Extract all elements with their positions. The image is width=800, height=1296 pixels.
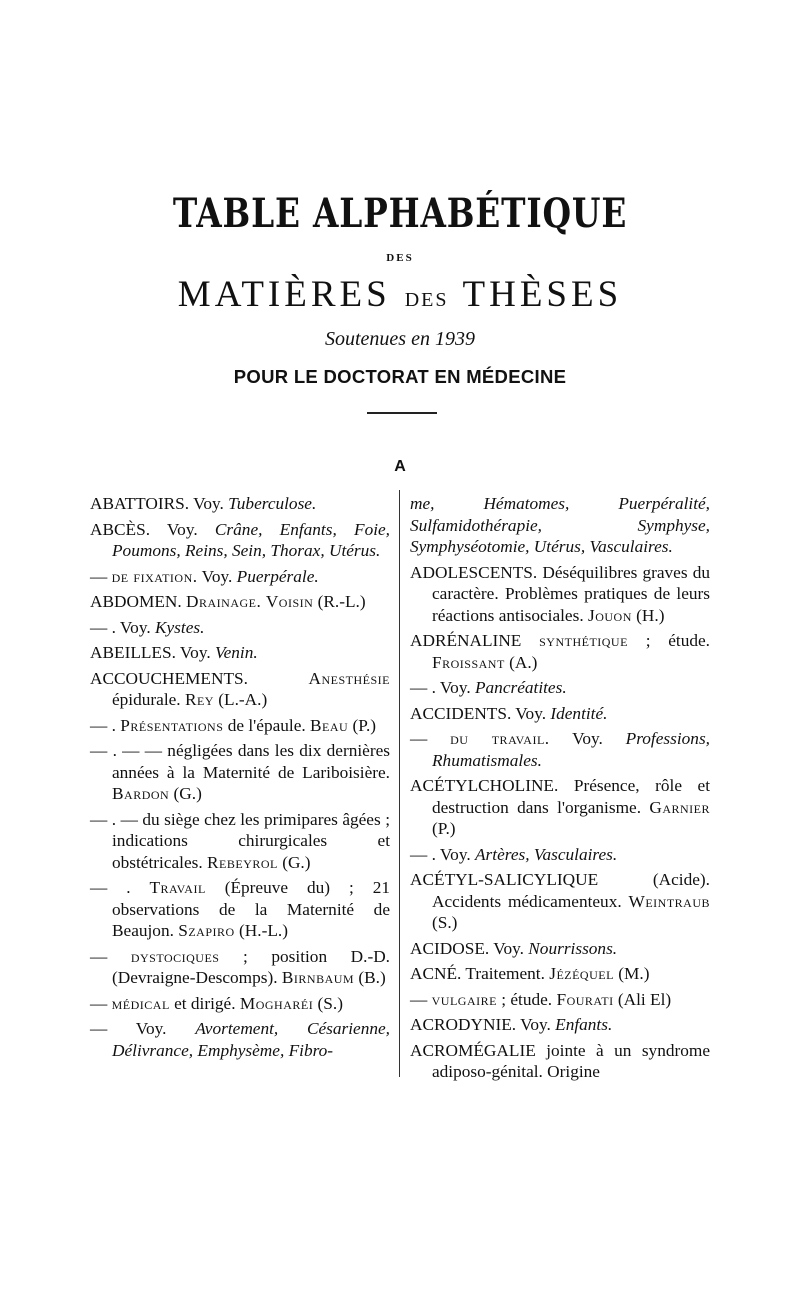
index-entry — [90, 993, 390, 1015]
title-word-matieres: MATIÈRES — [177, 274, 391, 315]
index-entry — [410, 562, 710, 627]
index-entry — [90, 566, 390, 588]
entry-text: ; étude. — [627, 631, 710, 650]
entry-author-or-term: Anesthésie — [308, 668, 390, 688]
entry-heading: — — [90, 946, 131, 966]
entry-author-or-term: du travail. — [450, 729, 550, 748]
entry-heading: — . — du siège chez les primipares âgées ; indications chirurgicales et obstétricales. — [90, 809, 390, 872]
index-entry — [90, 617, 390, 639]
subtitle-doctorat: POUR LE DOCTORAT EN MÉDECINE — [233, 366, 567, 387]
entry-heading: — . Voy. — [410, 844, 475, 864]
entry-text: (H.) — [631, 605, 665, 625]
index-entry — [90, 642, 390, 664]
index-entry — [410, 1014, 710, 1036]
entry-author-or-term: Travail — [149, 878, 206, 897]
entry-author-or-term: Fourati — [556, 989, 614, 1009]
entry-heading: ABCÈS. Voy. — [90, 519, 215, 539]
entry-heading: ABEILLES. Voy. — [90, 643, 215, 662]
index-entry — [90, 946, 390, 989]
entry-author-or-term: Weintraub — [628, 891, 710, 911]
entry-heading: ACIDOSE. Voy. — [410, 938, 529, 958]
index-entry — [410, 1040, 710, 1083]
entry-heading: ACROMÉGALIE jointe à un syndrome adiposo-génital. Origine — [410, 1040, 710, 1081]
index-entry — [90, 809, 390, 874]
entry-text: ; position D.-D. (Devraigne-Descomps). — [112, 946, 390, 987]
entry-text: Voy. — [197, 566, 237, 586]
index-entry — [410, 775, 710, 840]
entry-reference: Venin. — [214, 643, 258, 662]
entry-heading: ADRÉNALINE — [410, 631, 540, 650]
entry-text: (G.) — [277, 852, 311, 872]
entry-text: ; étude. — [496, 989, 557, 1009]
entry-heading: — — [90, 993, 112, 1013]
entry-text: Voy. — [549, 729, 626, 748]
entry-author-or-term: Beau — [310, 715, 349, 735]
entry-author-or-term: Froissant — [432, 652, 505, 672]
entry-heading: — . — [90, 715, 121, 735]
index-entry — [90, 877, 390, 942]
right-column — [410, 493, 710, 1087]
entry-reference: Artères, Vasculaires. — [474, 844, 618, 864]
entry-reference: me, Hématomes, Puerpéralité, Sulfamidothérapie, Symphyse, Symphyséotomie, Utérus, Vasculaires. — [410, 494, 710, 556]
index-entry — [410, 677, 710, 699]
index-entry — [90, 519, 390, 562]
entry-reference: Kystes. — [154, 617, 205, 637]
entry-heading: — — [410, 989, 432, 1009]
entry-heading: ADOLESCENTS. Déséquilibres graves du caractère. Problèmes pratiques de leurs réactions antisociales. — [410, 562, 710, 625]
entry-author-or-term: Jézéquel — [549, 964, 614, 983]
entry-heading: — . Voy. — [410, 678, 475, 697]
entry-author-or-term: Rey — [184, 690, 214, 709]
entry-text: de l'épaule. — [223, 715, 311, 735]
index-entry — [90, 1018, 390, 1061]
index-entry — [410, 844, 710, 866]
entry-text: (M.) — [613, 964, 650, 983]
entry-reference: Avortement, Césarienne, Délivrance, Emphysème, Fibro- — [112, 1019, 391, 1060]
subtitle: Soutenues en 1939 — [325, 328, 475, 350]
entry-text: (A.) — [504, 652, 538, 672]
index-entry — [90, 668, 390, 711]
entry-heading: — — [410, 729, 451, 748]
entry-reference: Pancréatites. — [474, 678, 567, 697]
title-rule — [367, 412, 437, 414]
entry-heading: ACÉTYL-SALICYLIQUE (Acide). Accidents médicamenteux. — [410, 870, 710, 911]
index-entry — [90, 493, 390, 515]
index-entry — [410, 869, 710, 934]
index-entry — [410, 493, 710, 558]
column-divider — [399, 490, 400, 1077]
entry-author-or-term: Garnier — [649, 797, 710, 817]
entry-text: (G.) — [169, 784, 202, 803]
entry-reference: Nourrissons. — [528, 938, 618, 958]
entry-author-or-term: Mogharéi — [239, 993, 314, 1013]
left-column — [90, 493, 390, 1065]
entry-heading: — . — [90, 878, 150, 897]
title-connector-2: DES — [404, 289, 449, 311]
index-entry — [90, 591, 390, 613]
index-entry — [410, 728, 710, 771]
entry-reference: Tuberculose. — [228, 494, 317, 513]
title-word-theses: THÈSES — [462, 274, 623, 315]
entry-author-or-term: Rebeyrol — [207, 852, 278, 872]
index-entry — [90, 715, 390, 737]
entry-author-or-term: médical — [111, 993, 170, 1013]
entry-author-or-term: vulgaire — [431, 989, 497, 1009]
entry-heading: — . Voy. — [90, 617, 155, 637]
page-title-secondary — [0, 273, 800, 316]
index-entry — [90, 740, 390, 805]
entry-author-or-term: Drainage. Voisin — [186, 592, 314, 611]
entry-author-or-term: dystociques — [130, 946, 220, 966]
index-entry — [410, 703, 710, 725]
entry-text: (R.-L.) — [313, 592, 366, 611]
entry-author-or-term: Présentations — [120, 715, 224, 735]
title-connector: DES — [386, 252, 414, 264]
entry-text: (P.) — [432, 819, 456, 838]
entry-heading: ACCOUCHEMENTS. — [90, 668, 309, 688]
entry-text: (Ali El) — [613, 989, 672, 1009]
entry-text: (S.) — [313, 993, 343, 1013]
entry-text: épidurale. — [112, 690, 185, 709]
entry-heading: ACCIDENTS. Voy. — [410, 703, 551, 723]
index-entry — [410, 630, 710, 673]
entry-heading: — — [90, 566, 112, 586]
entry-text: (H.-L.) — [234, 921, 288, 940]
entry-reference: Crâne, Enfants, Foie, Poumons, Reins, Sein, Thorax, Utérus. — [112, 519, 390, 560]
entry-author-or-term: synthétique — [539, 631, 628, 650]
entry-heading: — Voy. — [90, 1019, 196, 1038]
entry-heading: ABDOMEN. — [90, 592, 187, 611]
entry-heading: ACÉTYLCHOLINE. Présence, rôle et destruction dans l'organisme. — [410, 776, 710, 817]
entry-heading: ACNÉ. Traitement. — [410, 964, 550, 983]
entry-reference: Identité. — [550, 703, 608, 723]
entry-author-or-term: Jouon — [587, 605, 632, 625]
index-entry — [410, 938, 710, 960]
entry-text: (P.) — [348, 715, 377, 735]
entry-reference: Professions, Rhumatismales. — [432, 729, 710, 770]
section-letter: A — [394, 458, 406, 475]
entry-heading: ACRODYNIE. Voy. — [410, 1015, 556, 1034]
entry-text: (L.-A.) — [213, 690, 268, 709]
entry-author-or-term: Szapiro — [178, 921, 235, 940]
entry-text: (S.) — [432, 913, 458, 932]
entry-author-or-term: de fixation. — [111, 566, 198, 586]
entry-reference: Enfants. — [555, 1015, 613, 1034]
index-entry — [410, 989, 710, 1011]
entry-heading: — . — — négligées dans les dix dernières années à la Maternité de Lariboisière. — [90, 741, 390, 782]
entry-text: (Épreuve du) ; 21 observations de la Maternité de Beaujon. — [112, 878, 390, 940]
entry-author-or-term: Bardon — [112, 784, 170, 803]
page-title: TABLE ALPHABÉTIQUE — [172, 190, 628, 237]
entry-reference: Puerpérale. — [236, 566, 319, 586]
entry-author-or-term: Birnbaum — [281, 968, 355, 987]
entry-text: et dirigé. — [169, 993, 240, 1013]
entry-heading: ABATTOIRS. Voy. — [90, 494, 229, 513]
entry-text: (B.) — [354, 968, 386, 987]
index-entry — [410, 963, 710, 985]
